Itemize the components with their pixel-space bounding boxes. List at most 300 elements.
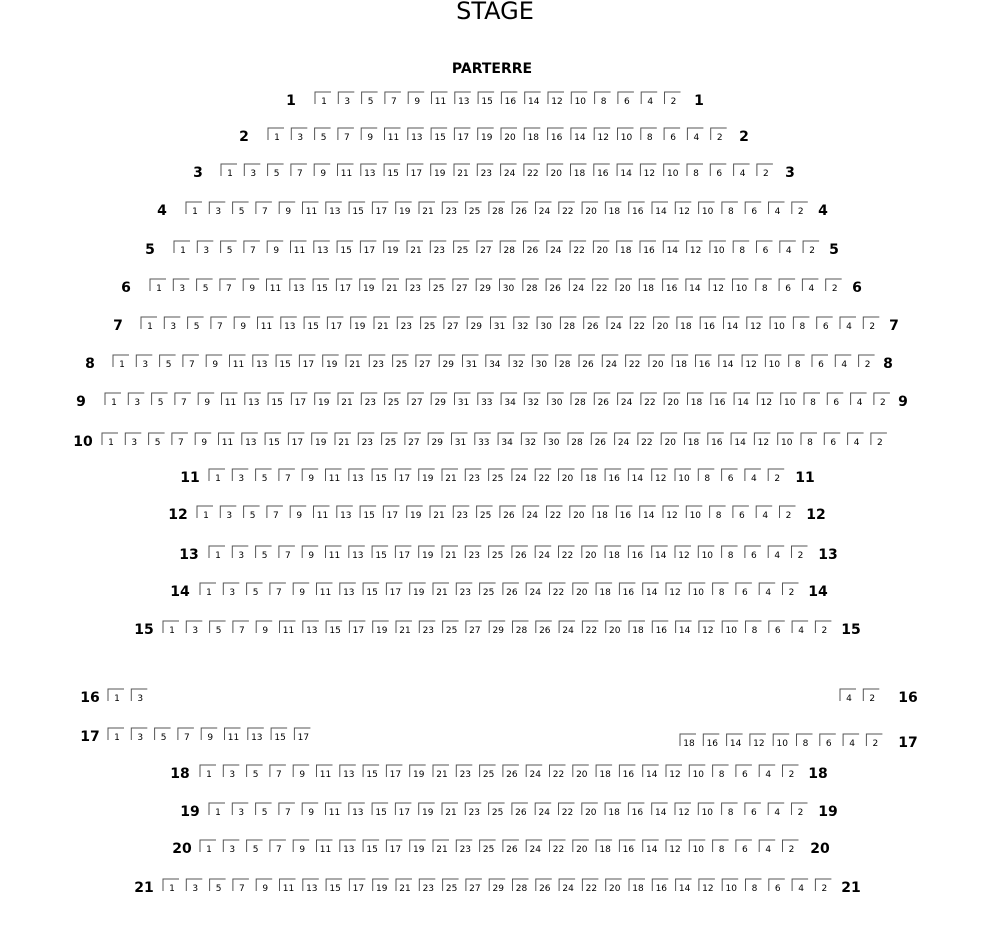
seat[interactable] <box>489 803 505 818</box>
seat[interactable] <box>665 92 681 107</box>
seat[interactable] <box>396 621 412 636</box>
seat[interactable] <box>326 202 342 217</box>
seat[interactable] <box>535 469 551 484</box>
seat[interactable] <box>360 241 376 256</box>
seat[interactable] <box>602 355 618 370</box>
seat[interactable] <box>233 879 249 894</box>
seat[interactable] <box>652 621 668 636</box>
seat[interactable] <box>596 840 612 855</box>
seat[interactable] <box>152 393 168 408</box>
seat[interactable] <box>477 506 493 521</box>
seat[interactable] <box>596 583 612 598</box>
seat[interactable] <box>699 879 715 894</box>
seat[interactable] <box>313 279 329 294</box>
seat[interactable] <box>768 469 784 484</box>
seat[interactable] <box>524 241 540 256</box>
seat[interactable] <box>501 128 517 143</box>
seat[interactable] <box>478 393 494 408</box>
seat[interactable] <box>783 840 799 855</box>
seat[interactable] <box>512 469 528 484</box>
seat[interactable] <box>454 164 470 179</box>
seat[interactable] <box>628 546 644 561</box>
seat[interactable] <box>675 469 691 484</box>
seat[interactable] <box>279 202 295 217</box>
seat[interactable] <box>419 202 435 217</box>
seat[interactable] <box>708 433 724 448</box>
seat[interactable] <box>851 393 867 408</box>
seat[interactable] <box>416 355 432 370</box>
seat[interactable] <box>661 433 677 448</box>
seat[interactable] <box>327 317 343 332</box>
seat[interactable] <box>789 355 805 370</box>
seat[interactable] <box>386 840 402 855</box>
seat[interactable] <box>480 840 496 855</box>
seat[interactable] <box>431 164 447 179</box>
seat[interactable] <box>219 433 235 448</box>
seat[interactable] <box>676 621 692 636</box>
seat[interactable] <box>582 879 598 894</box>
seat[interactable] <box>279 469 295 484</box>
seat[interactable] <box>478 92 494 107</box>
seat[interactable] <box>197 506 213 521</box>
seat[interactable] <box>299 355 315 370</box>
seat[interactable] <box>686 506 702 521</box>
seat[interactable] <box>843 734 859 749</box>
seat[interactable] <box>628 803 644 818</box>
seat[interactable] <box>302 803 318 818</box>
seat[interactable] <box>582 546 598 561</box>
seat[interactable] <box>652 546 668 561</box>
seat[interactable] <box>792 803 808 818</box>
seat[interactable] <box>710 506 726 521</box>
seat[interactable] <box>687 241 703 256</box>
seat[interactable] <box>664 164 680 179</box>
seat[interactable] <box>559 202 575 217</box>
seat[interactable] <box>349 621 365 636</box>
seat[interactable] <box>547 241 563 256</box>
seat[interactable] <box>431 128 447 143</box>
seat[interactable] <box>722 879 738 894</box>
seat[interactable] <box>358 433 374 448</box>
seat[interactable] <box>733 506 749 521</box>
seat[interactable] <box>253 355 269 370</box>
seat[interactable] <box>745 469 761 484</box>
seat[interactable] <box>745 202 761 217</box>
seat[interactable] <box>582 803 598 818</box>
seat[interactable] <box>742 355 758 370</box>
seat[interactable] <box>638 433 654 448</box>
seat[interactable] <box>384 241 400 256</box>
seat[interactable] <box>759 840 775 855</box>
seat[interactable] <box>315 128 331 143</box>
seat[interactable] <box>349 879 365 894</box>
seat[interactable] <box>220 506 236 521</box>
seat[interactable] <box>186 202 202 217</box>
seat[interactable] <box>559 879 575 894</box>
seat[interactable] <box>340 583 356 598</box>
seat[interactable] <box>164 317 180 332</box>
seat[interactable] <box>759 583 775 598</box>
seat[interactable] <box>757 393 773 408</box>
seat[interactable] <box>698 546 714 561</box>
seat[interactable] <box>713 765 729 780</box>
seat[interactable] <box>453 279 469 294</box>
seat[interactable] <box>173 279 189 294</box>
seat[interactable] <box>385 92 401 107</box>
seat[interactable] <box>247 840 263 855</box>
seat[interactable] <box>778 433 794 448</box>
seat[interactable] <box>524 128 540 143</box>
seat[interactable] <box>546 279 562 294</box>
seat[interactable] <box>792 879 808 894</box>
seat[interactable] <box>759 765 775 780</box>
seat[interactable] <box>689 840 705 855</box>
seat[interactable] <box>338 128 354 143</box>
seat[interactable] <box>221 164 237 179</box>
seat[interactable] <box>514 317 530 332</box>
seat[interactable] <box>290 279 306 294</box>
seat[interactable] <box>722 469 738 484</box>
seat[interactable] <box>198 393 214 408</box>
seat[interactable] <box>197 279 213 294</box>
seat[interactable] <box>512 803 528 818</box>
seat[interactable] <box>443 879 459 894</box>
seat[interactable] <box>466 879 482 894</box>
seat[interactable] <box>256 469 272 484</box>
seat[interactable] <box>768 546 784 561</box>
seat[interactable] <box>433 583 449 598</box>
seat[interactable] <box>360 279 376 294</box>
seat[interactable] <box>242 433 258 448</box>
seat[interactable] <box>383 506 399 521</box>
seat[interactable] <box>281 317 297 332</box>
seat[interactable] <box>619 765 635 780</box>
seat[interactable] <box>675 202 691 217</box>
seat[interactable] <box>500 506 516 521</box>
seat[interactable] <box>640 241 656 256</box>
seat[interactable] <box>677 317 693 332</box>
seat[interactable] <box>675 803 691 818</box>
seat[interactable] <box>672 355 688 370</box>
seat[interactable] <box>550 840 566 855</box>
seat[interactable] <box>641 92 657 107</box>
seat[interactable] <box>383 279 399 294</box>
seat[interactable] <box>433 765 449 780</box>
seat[interactable] <box>536 879 552 894</box>
seat[interactable] <box>233 621 249 636</box>
seat[interactable] <box>234 317 250 332</box>
seat[interactable] <box>756 279 772 294</box>
seat[interactable] <box>664 393 680 408</box>
seat[interactable] <box>372 202 388 217</box>
seat[interactable] <box>223 840 239 855</box>
seat[interactable] <box>582 621 598 636</box>
seat[interactable] <box>559 469 575 484</box>
seat[interactable] <box>475 433 491 448</box>
seat[interactable] <box>512 546 528 561</box>
seat[interactable] <box>550 583 566 598</box>
seat[interactable] <box>186 879 202 894</box>
seat[interactable] <box>258 317 274 332</box>
seat[interactable] <box>570 506 586 521</box>
seat[interactable] <box>641 393 657 408</box>
seat[interactable] <box>489 469 505 484</box>
seat[interactable] <box>617 164 633 179</box>
seat[interactable] <box>859 355 875 370</box>
seat[interactable] <box>247 583 263 598</box>
seat[interactable] <box>410 840 426 855</box>
seat[interactable] <box>606 879 622 894</box>
seat[interactable] <box>826 279 842 294</box>
seat[interactable] <box>373 879 389 894</box>
seat[interactable] <box>248 728 264 743</box>
seat[interactable] <box>616 279 632 294</box>
seat[interactable] <box>547 506 563 521</box>
seat[interactable] <box>419 621 435 636</box>
seat[interactable] <box>178 728 194 743</box>
seat[interactable] <box>503 840 519 855</box>
seat[interactable] <box>652 879 668 894</box>
seat[interactable] <box>525 92 541 107</box>
seat[interactable] <box>722 621 738 636</box>
seat[interactable] <box>317 840 333 855</box>
seat[interactable] <box>676 879 692 894</box>
seat[interactable] <box>654 317 670 332</box>
seat[interactable] <box>722 202 738 217</box>
seat[interactable] <box>569 279 585 294</box>
seat[interactable] <box>315 92 331 107</box>
seat[interactable] <box>386 583 402 598</box>
seat[interactable] <box>150 279 166 294</box>
seat[interactable] <box>769 202 785 217</box>
seat[interactable] <box>244 164 260 179</box>
seat[interactable] <box>571 92 587 107</box>
seat[interactable] <box>294 728 310 743</box>
seat[interactable] <box>340 765 356 780</box>
seat[interactable] <box>454 241 470 256</box>
seat[interactable] <box>456 840 472 855</box>
seat[interactable] <box>303 879 319 894</box>
seat[interactable] <box>866 734 882 749</box>
seat[interactable] <box>571 128 587 143</box>
seat[interactable] <box>326 469 342 484</box>
seat[interactable] <box>232 546 248 561</box>
seat[interactable] <box>200 765 216 780</box>
seat[interactable] <box>360 506 376 521</box>
seat[interactable] <box>279 546 295 561</box>
seat[interactable] <box>326 803 342 818</box>
seat[interactable] <box>680 734 696 749</box>
seat[interactable] <box>713 583 729 598</box>
seat[interactable] <box>361 393 377 408</box>
seat[interactable] <box>372 546 388 561</box>
seat[interactable] <box>317 583 333 598</box>
seat[interactable] <box>362 92 378 107</box>
seat[interactable] <box>453 506 469 521</box>
seat[interactable] <box>711 128 727 143</box>
seat[interactable] <box>452 433 468 448</box>
seat[interactable] <box>874 393 890 408</box>
seat[interactable] <box>594 393 610 408</box>
seat[interactable] <box>155 728 171 743</box>
seat[interactable] <box>363 583 379 598</box>
seat[interactable] <box>754 433 770 448</box>
seat[interactable] <box>407 241 423 256</box>
seat[interactable] <box>688 393 704 408</box>
seat[interactable] <box>220 279 236 294</box>
seat[interactable] <box>619 583 635 598</box>
seat[interactable] <box>486 355 502 370</box>
seat[interactable] <box>444 317 460 332</box>
seat[interactable] <box>731 433 747 448</box>
seat[interactable] <box>442 803 458 818</box>
seat[interactable] <box>713 840 729 855</box>
seat[interactable] <box>349 469 365 484</box>
seat[interactable] <box>733 241 749 256</box>
seat[interactable] <box>687 128 703 143</box>
seat[interactable] <box>268 164 284 179</box>
seat[interactable] <box>698 803 714 818</box>
seat[interactable] <box>629 621 645 636</box>
seat[interactable] <box>232 469 248 484</box>
seat[interactable] <box>314 241 330 256</box>
seat[interactable] <box>792 202 808 217</box>
seat[interactable] <box>183 355 199 370</box>
seat[interactable] <box>689 583 705 598</box>
seat[interactable] <box>747 317 763 332</box>
seat[interactable] <box>396 879 412 894</box>
seat[interactable] <box>593 279 609 294</box>
seat[interactable] <box>596 765 612 780</box>
seat[interactable] <box>824 433 840 448</box>
seat[interactable] <box>256 803 272 818</box>
seat[interactable] <box>548 393 564 408</box>
seat[interactable] <box>573 840 589 855</box>
seat[interactable] <box>407 506 423 521</box>
seat[interactable] <box>652 202 668 217</box>
seat[interactable] <box>302 546 318 561</box>
seat[interactable] <box>221 241 237 256</box>
seat[interactable] <box>175 393 191 408</box>
seat[interactable] <box>871 433 887 448</box>
seat[interactable] <box>734 164 750 179</box>
seat[interactable] <box>686 279 702 294</box>
seat[interactable] <box>863 317 879 332</box>
seat[interactable] <box>840 689 856 704</box>
seat[interactable] <box>746 879 762 894</box>
seat[interactable] <box>724 317 740 332</box>
seat[interactable] <box>491 317 507 332</box>
seat[interactable] <box>780 506 796 521</box>
seat[interactable] <box>537 317 553 332</box>
seat[interactable] <box>559 803 575 818</box>
seat[interactable] <box>456 583 472 598</box>
seat[interactable] <box>513 621 529 636</box>
seat[interactable] <box>455 393 471 408</box>
seat[interactable] <box>666 840 682 855</box>
seat[interactable] <box>108 728 124 743</box>
seat[interactable] <box>337 506 353 521</box>
seat[interactable] <box>113 355 129 370</box>
seat[interactable] <box>373 621 389 636</box>
seat[interactable] <box>770 317 786 332</box>
seat[interactable] <box>291 393 307 408</box>
seat[interactable] <box>419 546 435 561</box>
seat[interactable] <box>548 92 564 107</box>
seat[interactable] <box>406 279 422 294</box>
seat[interactable] <box>243 279 259 294</box>
seat[interactable] <box>174 241 190 256</box>
seat[interactable] <box>664 128 680 143</box>
seat[interactable] <box>617 241 633 256</box>
seat[interactable] <box>160 355 176 370</box>
seat[interactable] <box>271 728 287 743</box>
seat[interactable] <box>535 546 551 561</box>
seat[interactable] <box>363 840 379 855</box>
seat[interactable] <box>523 506 539 521</box>
seat[interactable] <box>489 621 505 636</box>
seat[interactable] <box>501 393 517 408</box>
seat[interactable] <box>372 803 388 818</box>
seat[interactable] <box>223 765 239 780</box>
seat[interactable] <box>711 393 727 408</box>
seat[interactable] <box>734 393 750 408</box>
seat[interactable] <box>222 393 238 408</box>
seat[interactable] <box>500 279 516 294</box>
seat[interactable] <box>618 92 634 107</box>
seat[interactable] <box>501 164 517 179</box>
seat[interactable] <box>639 279 655 294</box>
seat[interactable] <box>815 879 831 894</box>
seat[interactable] <box>605 546 621 561</box>
seat[interactable] <box>439 355 455 370</box>
seat[interactable] <box>703 734 719 749</box>
seat[interactable] <box>793 317 809 332</box>
seat[interactable] <box>526 840 542 855</box>
seat[interactable] <box>102 433 118 448</box>
seat[interactable] <box>615 433 631 448</box>
seat[interactable] <box>820 734 836 749</box>
seat[interactable] <box>817 317 833 332</box>
seat[interactable] <box>582 202 598 217</box>
seat[interactable] <box>386 765 402 780</box>
seat[interactable] <box>314 506 330 521</box>
seat[interactable] <box>477 241 493 256</box>
seat[interactable] <box>210 621 226 636</box>
seat[interactable] <box>532 355 548 370</box>
seat[interactable] <box>666 765 682 780</box>
seat[interactable] <box>736 583 752 598</box>
seat[interactable] <box>675 546 691 561</box>
seat[interactable] <box>419 879 435 894</box>
seat[interactable] <box>267 506 283 521</box>
seat[interactable] <box>827 393 843 408</box>
seat[interactable] <box>685 433 701 448</box>
seat[interactable] <box>442 469 458 484</box>
seat[interactable] <box>247 765 263 780</box>
seat[interactable] <box>606 621 622 636</box>
seat[interactable] <box>699 202 715 217</box>
seat[interactable] <box>629 202 645 217</box>
seat[interactable] <box>397 317 413 332</box>
seat[interactable] <box>326 879 342 894</box>
seat[interactable] <box>545 433 561 448</box>
seat[interactable] <box>317 765 333 780</box>
seat[interactable] <box>336 279 352 294</box>
seat[interactable] <box>125 433 141 448</box>
seat[interactable] <box>477 164 493 179</box>
seat[interactable] <box>619 840 635 855</box>
